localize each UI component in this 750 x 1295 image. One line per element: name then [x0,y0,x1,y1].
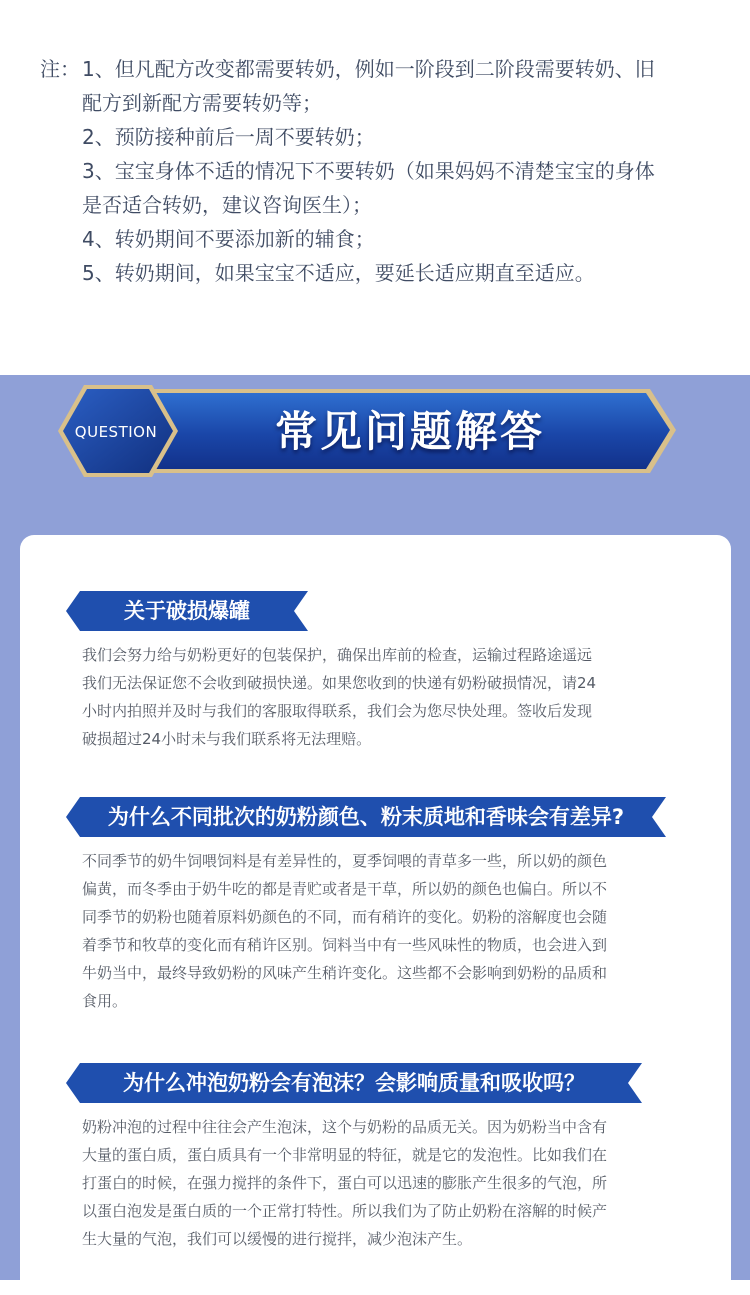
notes-prefix: 注： [40,57,80,81]
answer-line: 不同季节的奶牛饲喂饲料是有差异性的，夏季饲喂的青草多一些，所以奶的颜色 [82,852,608,870]
note-line: 5、转奶期间，如果宝宝不适应，要延长适应期直至适应。 [82,261,595,285]
faq-answer-1 [82,641,672,753]
answer-line: 生大量的气泡，我们可以缓慢的进行搅拌，减少泡沫产生。 [82,1230,473,1248]
transition-notes [0,0,750,375]
faq-section [0,375,750,1280]
answer-line: 同季节的奶粉也随着原料奶颜色的不同，而有稍许的变化。奶粉的溶解度也会随 [82,908,608,926]
answer-line: 偏黄，而冬季由于奶牛吃的都是青贮或者是干草，所以奶的颜色也偏白。所以不 [82,880,608,898]
answer-line: 破损超过24小时未与我们联系将无法理赔。 [82,730,372,748]
answer-line: 我们会努力给与奶粉更好的包装保护，确保出库前的检查，运输过程路途遥远 [82,646,593,664]
answer-line: 以蛋白泡发是蛋白质的一个正常打特性。所以我们为了防止奶粉在溶解的时候产 [82,1202,608,1220]
faq-question-2 [66,797,666,837]
faq-banner [0,375,750,495]
note-line: 是否适合转奶，建议咨询医生）； [82,193,372,217]
answer-line: 牛奶当中，最终导致奶粉的风味产生稍许变化。这些都不会影响到奶粉的品质和 [82,964,608,982]
note-line: 配方到新配方需要转奶等； [82,91,322,115]
faq-answer-3 [82,1113,672,1253]
question-text: 为什么不同批次的奶粉颜色、粉末质地和香味会有差异? [107,805,625,829]
faq-question-3 [66,1063,642,1103]
faq-question-1 [66,591,308,631]
section-title: 常见问题解答 [274,407,545,456]
answer-line: 大量的蛋白质，蛋白质具有一个非常明显的特征，就是它的发泡性。比如我们在 [82,1146,608,1164]
answer-line: 小时内拍照并及时与我们的客服取得联系，我们会为您尽快处理。签收后发现 [82,702,593,720]
answer-line: 奶粉冲泡的过程中往往会产生泡沫，这个与奶粉的品质无关。因为奶粉当中含有 [82,1118,608,1136]
answer-line: 打蛋白的时候，在强力搅拌的条件下，蛋白可以迅速的膨胀产生很多的气泡，所 [82,1174,608,1192]
note-line: 2、预防接种前后一周不要转奶； [82,125,375,149]
note-line: 3、宝宝身体不适的情况下不要转奶（如果妈妈不清楚宝宝的身体 [82,159,655,183]
answer-line: 我们无法保证您不会收到破损快递。如果您收到的快递有奶粉破损情况，请24 [82,674,597,692]
question-text: 关于破损爆罐 [124,599,250,623]
answer-line: 着季节和牧草的变化而有稍许区别。饲料当中有一些风味性的物质，也会进入到 [82,936,608,954]
notes-list [82,56,722,294]
answer-line: 食用。 [82,992,128,1010]
note-line: 1、但凡配方改变都需要转奶，例如一阶段到二阶段需要转奶、旧 [82,57,655,81]
question-badge: QUESTION [74,423,158,441]
faq-card [20,535,731,1295]
faq-answer-2 [82,847,672,1015]
question-text: 为什么冲泡奶粉会有泡沫？会影响质量和吸收吗？ [123,1071,585,1095]
note-line: 4、转奶期间不要添加新的辅食； [82,227,375,251]
